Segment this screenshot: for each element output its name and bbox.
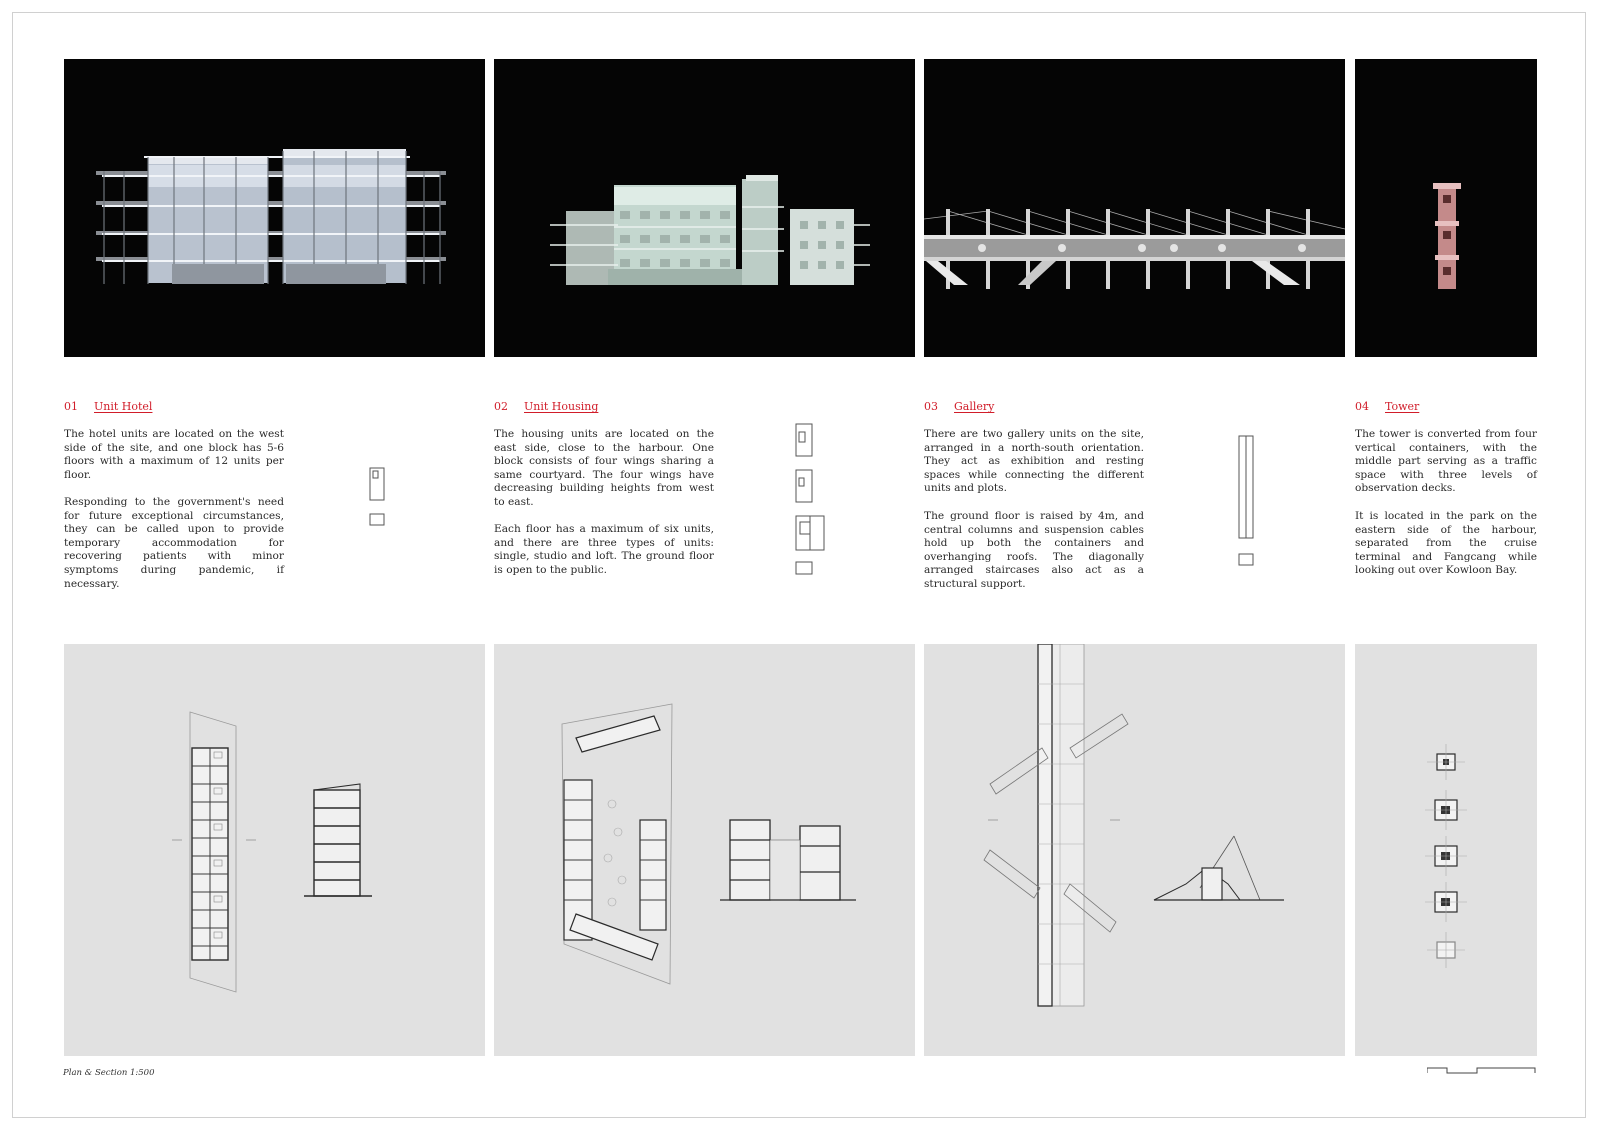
unit-hotel-render: [64, 59, 485, 357]
section-heading-unit-housing: [494, 400, 598, 413]
section-title: Tower: [1385, 400, 1420, 413]
unit-housing-plan-section-drawing: [494, 644, 915, 1056]
unit-housing-render: [494, 59, 915, 357]
section-title: Unit Housing: [524, 400, 599, 413]
drawing-scale-caption: Plan & Section 1:500: [63, 1068, 155, 1078]
tower-plan-drawing: [1355, 644, 1537, 1056]
tower-paragraph-2: It is located in the park on the eastern side of the harbour, separated from the cruise terminal and Fangcang while looking out over Kowloon Bay.: [1355, 510, 1537, 577]
unit-hotel-key-diagram: [368, 466, 388, 528]
gallery-key-diagram: [1236, 434, 1256, 568]
section-title: Unit Hotel: [94, 400, 153, 413]
section-number: 04: [1355, 400, 1369, 413]
section-heading-unit-hotel: [64, 400, 152, 413]
section-number: 02: [494, 400, 508, 413]
unit-hotel-paragraph-2: Responding to the government's need for future exceptional circumstances, they can be called upon to provide temporary accommodation for recovering patients with minor symptoms during pandemic, if necessary.: [64, 496, 284, 590]
gallery-paragraph-1: There are two gallery units on the site, arranged in a north-south orientation. They act as exhibition and resting spaces while connecting the different units and plots.: [924, 428, 1144, 495]
gallery-plan-section-drawing: [924, 644, 1345, 1056]
scale-bar-icon: [1427, 1063, 1537, 1075]
section-heading-gallery: [924, 400, 994, 413]
section-title: Gallery: [954, 400, 995, 413]
gallery-paragraph-2: The ground floor is raised by 4m, and central columns and suspension cables hold up both the containers and overhanging roofs. The diagonally arranged staircases also act as a structural support.: [924, 510, 1144, 590]
unit-hotel-paragraph-1: The hotel units are located on the west side of the site, and one block has 5-6 floors with a maximum of 12 units per floor.: [64, 428, 284, 481]
tower-paragraph-1: The tower is converted from four vertical containers, with the middle part serving as a traffic space with three levels of observation decks.: [1355, 428, 1537, 495]
tower-render: [1355, 59, 1537, 357]
unit-housing-paragraph-2: Each floor has a maximum of six units, and there are three types of units: single, studio and loft. The ground floor is open to the public.: [494, 523, 714, 576]
section-heading-tower: [1355, 400, 1419, 413]
unit-housing-paragraph-1: The housing units are located on the east side, close to the harbour. One block consists of four wings sharing a same courtyard. The four wings have decreasing building heights from west to east.: [494, 428, 714, 508]
unit-hotel-plan-section-drawing: [64, 644, 485, 1056]
section-number: 03: [924, 400, 938, 413]
gallery-render: [924, 59, 1345, 357]
unit-housing-key-diagram: [792, 422, 828, 576]
section-number: 01: [64, 400, 78, 413]
